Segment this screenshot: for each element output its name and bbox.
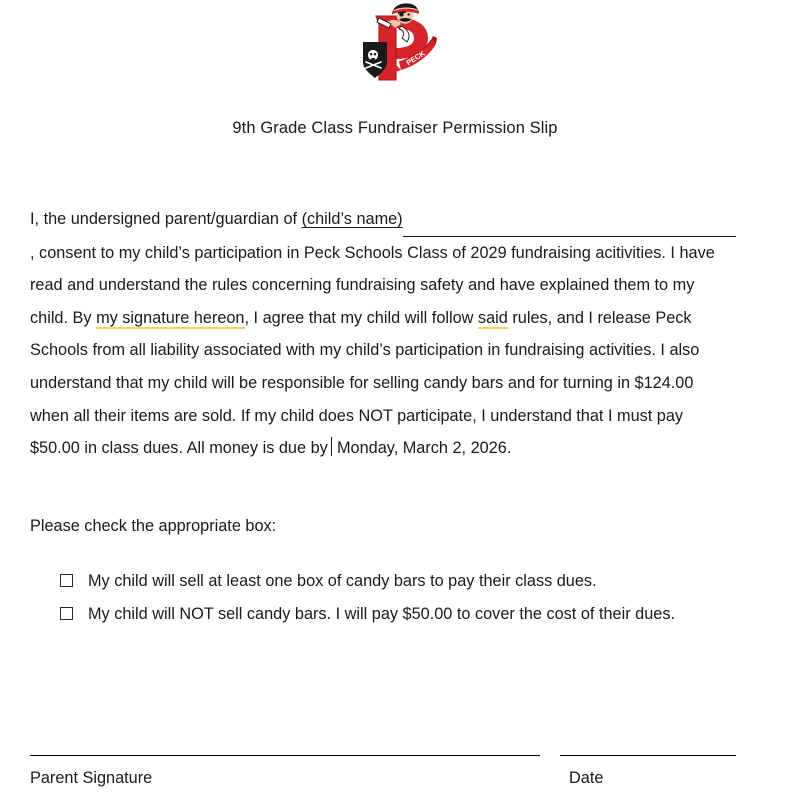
checkbox-sell-candy[interactable] xyxy=(60,574,73,587)
body-segment-three: , I agree that my child will follow xyxy=(244,308,478,327)
checkbox-label-sell-candy: My child will sell at least one box of candy bars to pay their class dues. xyxy=(88,572,597,590)
list-item[interactable] xyxy=(60,565,736,598)
child-name-placeholder[interactable]: (child’s name) xyxy=(301,210,403,228)
grammar-suggestion-signature-hereon[interactable]: my signature hereon xyxy=(96,309,244,330)
checkbox-label-not-sell-candy: My child will NOT sell candy bars. I will pay $50.00 to cover the cost of their dues. xyxy=(88,604,675,623)
child-name-blank-line[interactable] xyxy=(403,203,736,237)
page-title: 9th Grade Class Fundraiser Permission Slip xyxy=(232,119,558,137)
date-signature-line[interactable] xyxy=(560,755,736,756)
checkbox-instruction-text: Please check the appropriate box: xyxy=(30,517,277,535)
school-logo xyxy=(0,0,790,86)
parent-signature-label: Parent Signature xyxy=(30,769,153,787)
checkbox-options-list xyxy=(60,565,736,630)
signature-section xyxy=(30,745,736,805)
checkbox-not-sell-candy[interactable] xyxy=(60,607,73,620)
body-segment-four: rules, and I release Peck Schools from all liability associated with my child’s participation in fundraising activities. I also understand that my child will be responsible for selling candy bars and for turning in $124.00 when all their items are sold. If my child does NOT participate, I understand that I must pay $50.00 in class dues. All money is due by xyxy=(30,308,700,458)
svg-text:PECK: PECK xyxy=(404,48,427,68)
permission-body-paragraph[interactable] xyxy=(30,203,736,465)
parent-signature-line[interactable] xyxy=(30,755,540,756)
list-item[interactable] xyxy=(60,598,736,631)
grammar-suggestion-said[interactable]: said xyxy=(478,309,508,330)
body-segment-five: Monday, March 2, 2026. xyxy=(332,439,512,458)
body-segment-intro: I, the undersigned parent/guardian of xyxy=(30,210,302,228)
peck-pirates-logo-icon xyxy=(349,0,441,86)
body-segment-two: , consent to my child’s participation in Peck Schools Class of 2029 fundraising acitivities. I have read and understand the rules concerning fundraising safety and have explained them to my child. By xyxy=(30,243,715,327)
date-label: Date xyxy=(569,769,604,787)
